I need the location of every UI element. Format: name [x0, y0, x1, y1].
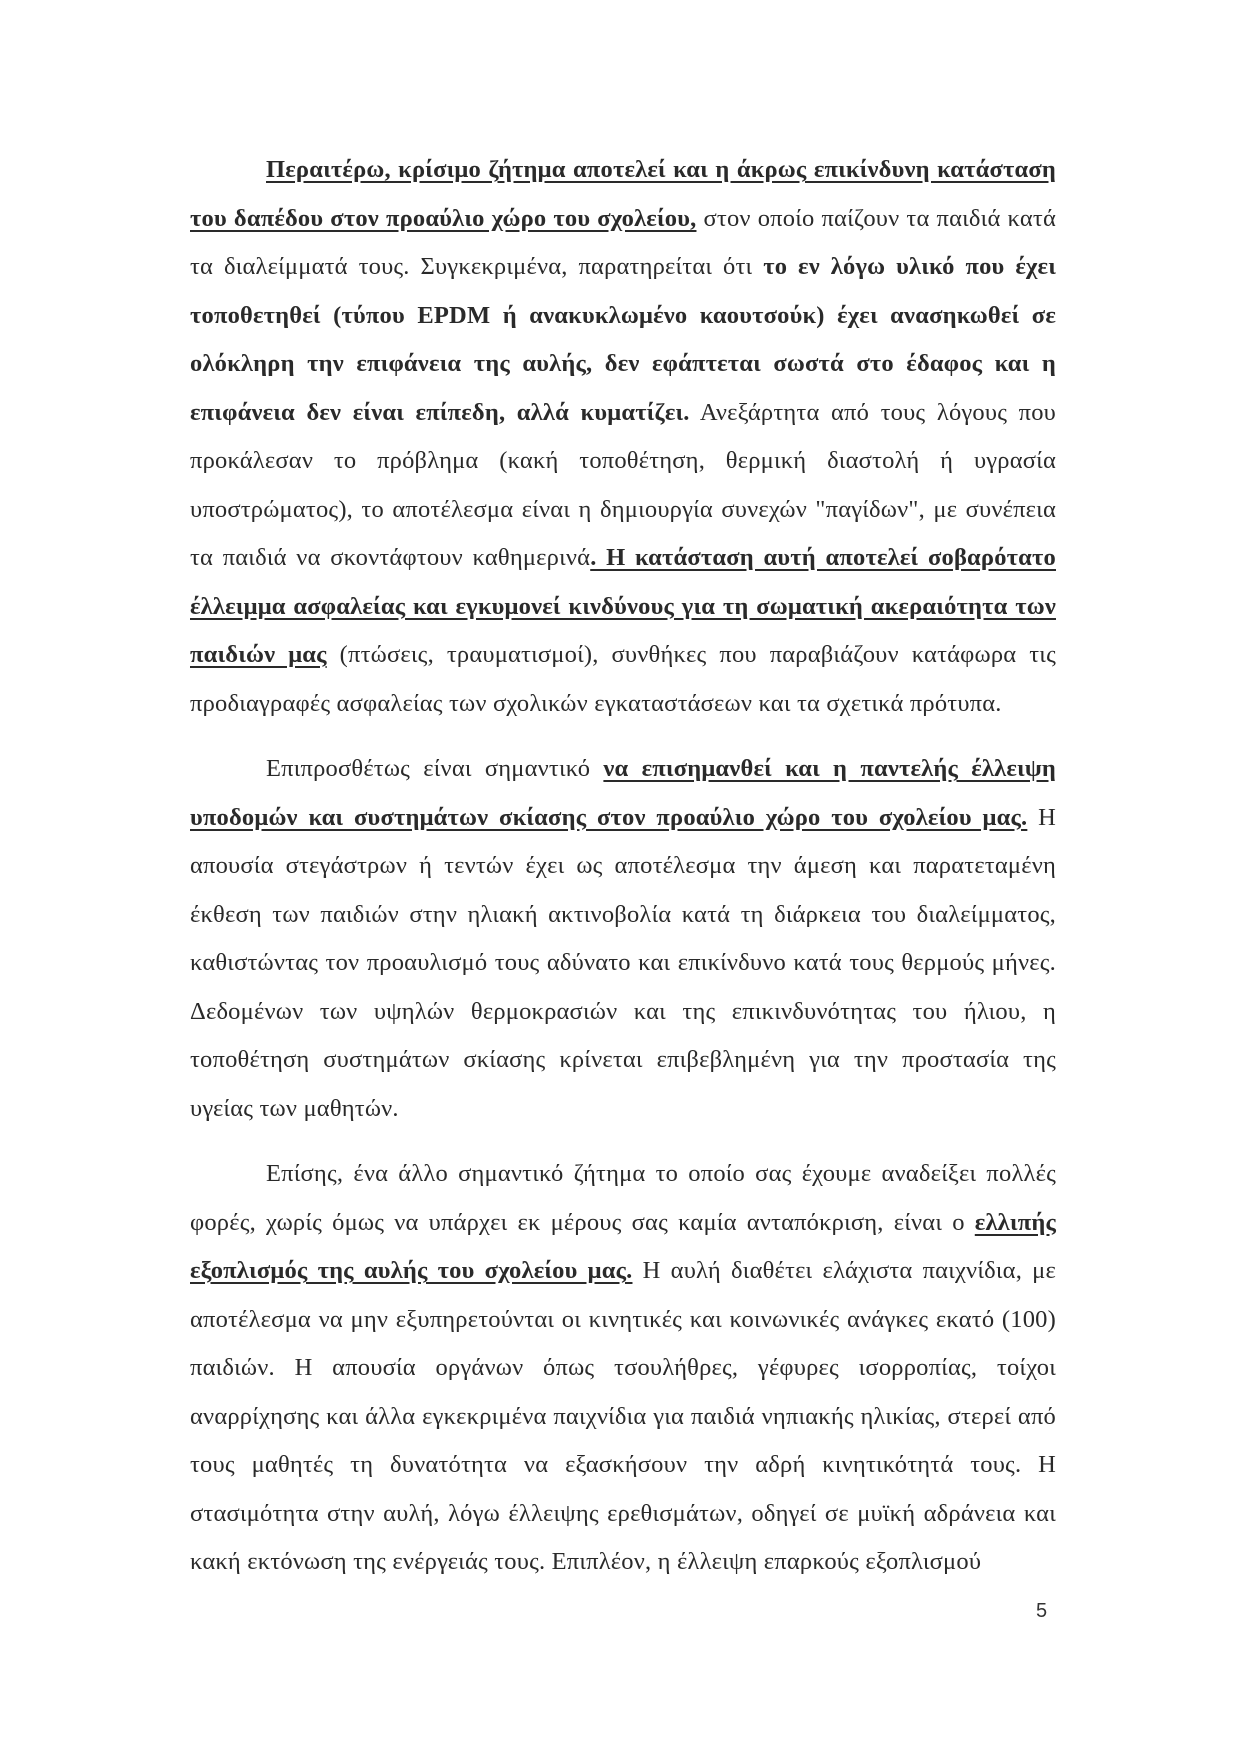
text-segment: (πτώσεις, τραυματισμοί), συνθήκες που παραβιάζουν κατάφωρα τις προδιαγραφές ασφαλείας των σχολικών εγκαταστάσεων και τα σχετικά πρότυπα. [190, 641, 1056, 717]
emphasis-floor-hazard: Περαιτέρω, κρίσιμο ζήτημα αποτελεί και η άκρως επικίνδυνη κατάσταση του δαπέδου στον προαύλιο χώρο του σχολείου, [190, 156, 1056, 232]
text-segment: Επιπροσθέτως είναι σημαντικό [266, 755, 604, 782]
emphasis-shade-lack: να επισημανθεί και η παντελής έλλειψη υποδομών και συστημάτων σκίασης στον προαύλιο χώρο του σχολείου μας. [190, 755, 1056, 831]
paragraph-floor-condition [190, 146, 1056, 728]
text-segment: Η αυλή διαθέτει ελάχιστα παιχνίδια, με αποτέλεσμα να μην εξυπηρετούνται οι κινητικές και κοινωνικές ανάγκες εκατό (100) παιδιών. Η απουσία οργάνων όπως τσουλήθρες, γέφυρες ισορροπίας, τοίχοι αναρρίχησης και άλλα εγκεκριμένα παιχνίδια για παιδιά νηπιακής ηλικίας, στερεί από τους μαθητές τη δυνατότητα να εξασκήσουν την αδρή κινητικότητά τους. Η στασιμότητα στην αυλή, λόγω έλλειψης ερεθισμάτων, οδηγεί σε μυϊκή αδράνεια και κακή εκτόνωση της ενέργειάς τους. Επιπλέον, η έλλειψη επαρκούς εξοπλισμού [190, 1257, 1056, 1575]
text-segment: Επίσης, ένα άλλο σημαντικό ζήτημα το οποίο σας έχουμε αναδείξει πολλές φορές, χωρίς όμως να υπάρχει εκ μέρους σας καμία ανταπόκριση, είναι ο [190, 1160, 1056, 1236]
emphasis-material-details: το εν λόγω υλικό που έχει τοποθετηθεί (τύπου EPDM ή ανακυκλωμένο καουτσούκ) έχει ανασηκωθεί σε ολόκληρη την επιφάνεια της αυλής, δεν εφάπτεται σωστά στο έδαφος και η επιφάνεια δεν είναι επίπεδη, αλλά κυματίζει. [190, 253, 1056, 426]
page-number: 5 [1036, 1600, 1048, 1622]
emphasis-equipment-lack: ελλιπής εξοπλισμός της αυλής του σχολείου μας. [190, 1208, 1056, 1284]
body-text [190, 146, 1056, 1587]
paragraph-shade-systems [190, 745, 1056, 1133]
text-segment: Η απουσία στεγάστρων ή τεντών έχει ως αποτέλεσμα την άμεση και παρατεταμένη έκθεση των παιδιών στην ηλιακή ακτινοβολία κατά τη διάρκεια του διαλείμματος, καθιστώντας τον προαυλισμό τους αδύνατο και επικίνδυνο κατά τους θερμούς μήνες. Δεδομένων των υψηλών θερμοκρασιών και της επικινδυνότητας του ήλιου, η τοποθέτηση συστημάτων σκίασης κρίνεται επιβεβλημένη για την προστασία της υγείας των μαθητών. [190, 803, 1057, 1122]
text-segment: στον οποίο παίζουν τα παιδιά κατά τα διαλείμματά τους. Συγκεκριμένα, παρατηρείται ότι [190, 204, 1056, 280]
emphasis-safety-deficit: . Η κατάσταση αυτή αποτελεί σοβαρότατο έλλειμμα ασφαλείας και εγκυμονεί κινδύνους για τη σωματική ακεραιότητα των παιδιών μας [190, 544, 1056, 668]
text-segment: Ανεξάρτητα από τους λόγους που προκάλεσαν το πρόβλημα (κακή τοποθέτηση, θερμική διαστολή ή υγρασία υποστρώματος), το αποτέλεσμα είναι η δημιουργία συνεχών "παγίδων", με συνέπεια τα παιδιά να σκοντάφτουν καθημερινά [190, 398, 1056, 571]
paragraph-yard-equipment [190, 1150, 1056, 1587]
